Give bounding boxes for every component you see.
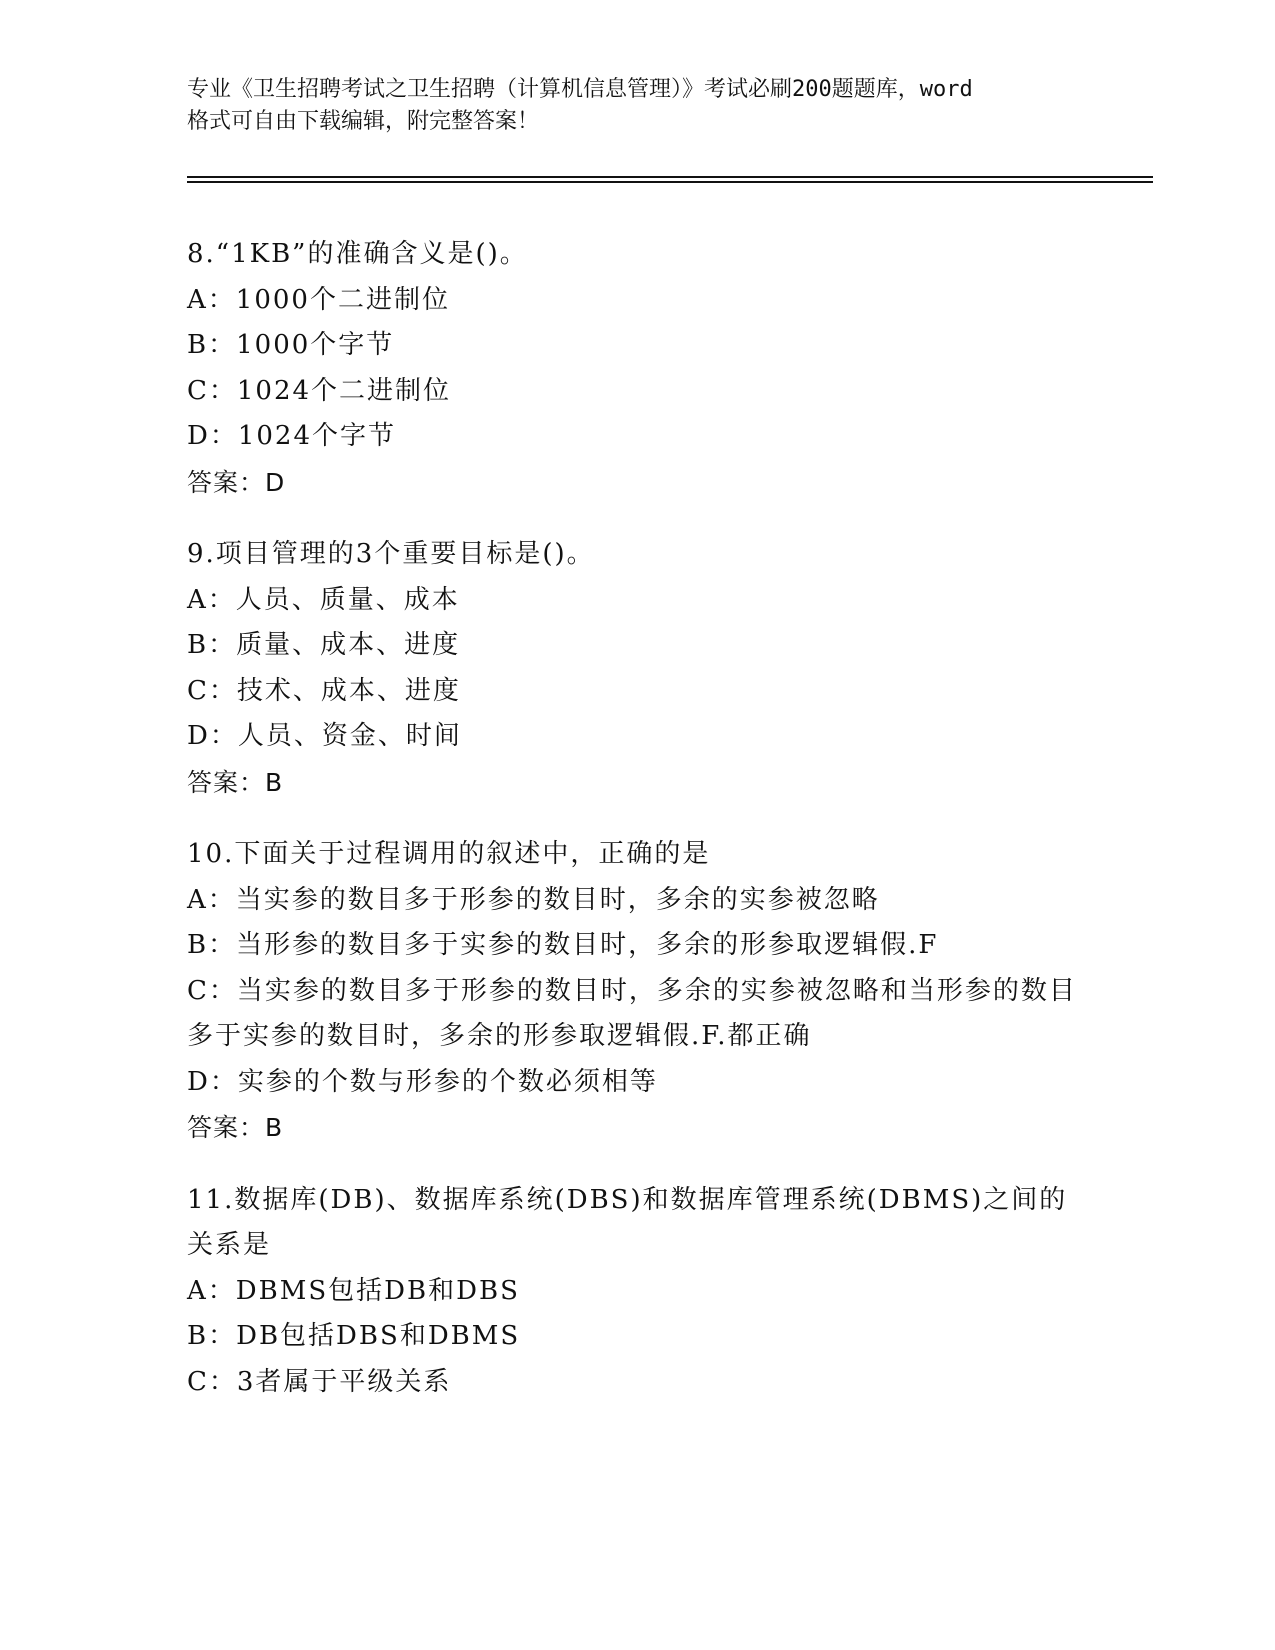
answer-line xyxy=(187,760,1087,806)
option-a: A：DBMS包括DB和DBS xyxy=(187,1275,520,1306)
answer-label: 答案： xyxy=(187,1113,266,1142)
option-c: C：3者属于平级关系 xyxy=(187,1366,452,1397)
answer-line xyxy=(187,460,1087,506)
question-stem: 9.项目管理的3个重要目标是()。 xyxy=(187,539,595,569)
question-9 xyxy=(187,532,1087,805)
answer-label: 答案： xyxy=(187,767,266,797)
header-line-1: 专业《卫生招聘考试之卫生招聘（计算机信息管理）》考试必刷200题题库，word xyxy=(187,77,973,102)
question-8 xyxy=(187,232,1087,505)
option-a: A：1000个二进制位 xyxy=(187,284,450,315)
header-divider-bottom xyxy=(187,181,1153,183)
option-c: C：技术、成本、进度 xyxy=(187,675,461,706)
option-c: C：当实参的数目多于形参的数目时，多余的实参被忽略和当形参的数目多于实参的数目时，多余的形参取逻辑假.F.都正确 xyxy=(187,975,1077,1051)
question-stem: 10.下面关于过程调用的叙述中，正确的是 xyxy=(187,839,711,869)
question-10 xyxy=(187,832,1087,1151)
option-d: D：1024个字节 xyxy=(187,421,397,451)
option-b: B：DB包括DBS和DBMS xyxy=(187,1321,521,1351)
document-header xyxy=(187,74,1087,138)
question-11 xyxy=(187,1178,1087,1406)
option-a: A：人员、质量、成本 xyxy=(187,584,460,615)
option-c: C：1024个二进制位 xyxy=(187,375,452,406)
option-d: D：实参的个数与形参的个数必须相等 xyxy=(187,1066,658,1097)
question-list xyxy=(187,232,1087,1432)
question-stem: 8.“1KB”的准确含义是()。 xyxy=(187,239,528,269)
option-b: B：当形参的数目多于实参的数目时，多余的形参取逻辑假.F xyxy=(187,930,939,960)
question-stem: 11.数据库(DB)、数据库系统(DBS)和数据库管理系统(DBMS)之间的关系是 xyxy=(187,1184,1068,1260)
header-line-2: 格式可自由下载编辑，附完整答案！ xyxy=(187,109,540,134)
option-d: D：人员、资金、时间 xyxy=(187,721,462,751)
answer-value: D xyxy=(265,467,286,497)
option-b: B：质量、成本、进度 xyxy=(187,630,461,660)
header-divider-top xyxy=(187,176,1153,178)
answer-value: B xyxy=(265,767,284,797)
answer-label: 答案： xyxy=(187,467,266,497)
option-a: A：当实参的数目多于形参的数目时，多余的实参被忽略 xyxy=(187,884,880,915)
answer-value: B xyxy=(265,1113,284,1142)
answer-line xyxy=(187,1105,1087,1151)
option-b: B：1000个字节 xyxy=(187,330,395,360)
